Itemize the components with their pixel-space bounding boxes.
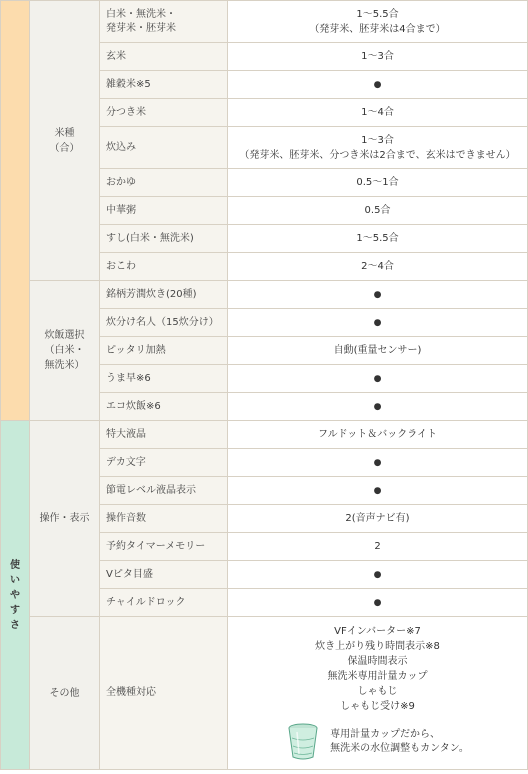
row-value-genmai: 1〜3合 (228, 43, 528, 71)
row-label-zakkokumai: 雑穀米※5 (100, 71, 228, 99)
row-value-child: ● (228, 589, 528, 617)
row-value-okowa: 2〜4合 (228, 253, 528, 281)
row-label-setsuden: 節電レベル液晶表示 (100, 477, 228, 505)
row-value-okayu: 0.5〜1合 (228, 169, 528, 197)
row-value-sousaon: 2(音声ナビ有) (228, 505, 528, 533)
row-label-chukagayu: 中華粥 (100, 197, 228, 225)
row-value-tokudai: フルドット＆バックライト (228, 421, 528, 449)
row-label-sushi: すし(白米・無洗米) (100, 225, 228, 253)
row-value-timer: 2 (228, 533, 528, 561)
category-operation-display: 操作・表示 (30, 421, 100, 617)
row-value-zakkokumai: ● (228, 71, 528, 99)
side-band-orange (1, 1, 30, 421)
row-label-eco: エコ炊飯※6 (100, 393, 228, 421)
table-row (1, 281, 528, 309)
row-label-takikomi: 炊込み (100, 127, 228, 169)
row-label-child: チャイルドロック (100, 589, 228, 617)
row-label-pittari: ピッタリ加熱 (100, 337, 228, 365)
row-value-setsuden: ● (228, 477, 528, 505)
row-value-hakumai: 1〜5.5合 （発芽米、胚芽米は4合まで） (228, 1, 528, 43)
row-value-vpita: ● (228, 561, 528, 589)
row-value-meigara: ● (228, 281, 528, 309)
row-value-eco: ● (228, 393, 528, 421)
measuring-cup-caption: 専用計量カップだから、 無洗米の水位調整もカンタン。 (330, 729, 469, 754)
row-value-bubuzukimai: 1〜4合 (228, 99, 528, 127)
row-value-all-models: VFインバーター※7 炊き上がり残り時間表示※8 保温時間表示 無洗米専用計量カップ しゃもじ しゃもじ受け※9 専用計量カップだから、 無洗米の水位調整もカンタン。 (228, 617, 528, 770)
row-value-pittari: 自動(重量センサー) (228, 337, 528, 365)
row-value-umahaya: ● (228, 365, 528, 393)
side-band-usability: 使 い や す さ (1, 421, 30, 770)
row-value-takiwake: ● (228, 309, 528, 337)
row-label-takiwake: 炊分け名人（15炊分け） (100, 309, 228, 337)
category-cooking-select: 炊飯選択 （白米・ 無洗米） (30, 281, 100, 421)
row-label-okowa: おこわ (100, 253, 228, 281)
row-label-hakumai: 白米・無洗米・ 発芽米・胚芽米 (100, 1, 228, 43)
row-label-timer: 予約タイマーメモリー (100, 533, 228, 561)
row-label-tokudai: 特大液晶 (100, 421, 228, 449)
category-rice-type: 米種 （合） (30, 1, 100, 281)
row-label-deka: デカ文字 (100, 449, 228, 477)
table-row (1, 1, 528, 43)
row-label-genmai: 玄米 (100, 43, 228, 71)
row-label-vpita: Vピタ目盛 (100, 561, 228, 589)
row-label-all-models: 全機種対応 (100, 617, 228, 770)
row-value-takikomi: 1〜3合 （発芽米、胚芽米、分つき米は2合まで、玄米はできません） (228, 127, 528, 169)
measuring-cup-icon (286, 722, 320, 762)
row-label-okayu: おかゆ (100, 169, 228, 197)
category-other: その他 (30, 617, 100, 770)
row-value-deka: ● (228, 449, 528, 477)
row-label-bubuzukimai: 分つき米 (100, 99, 228, 127)
row-label-sousaon: 操作音数 (100, 505, 228, 533)
table-row (1, 617, 528, 770)
row-value-chukagayu: 0.5合 (228, 197, 528, 225)
row-label-meigara: 銘柄芳潤炊き(20種) (100, 281, 228, 309)
measuring-cup-note (228, 722, 527, 762)
row-label-umahaya: うま早※6 (100, 365, 228, 393)
table-row (1, 421, 528, 449)
row-value-sushi: 1〜5.5合 (228, 225, 528, 253)
